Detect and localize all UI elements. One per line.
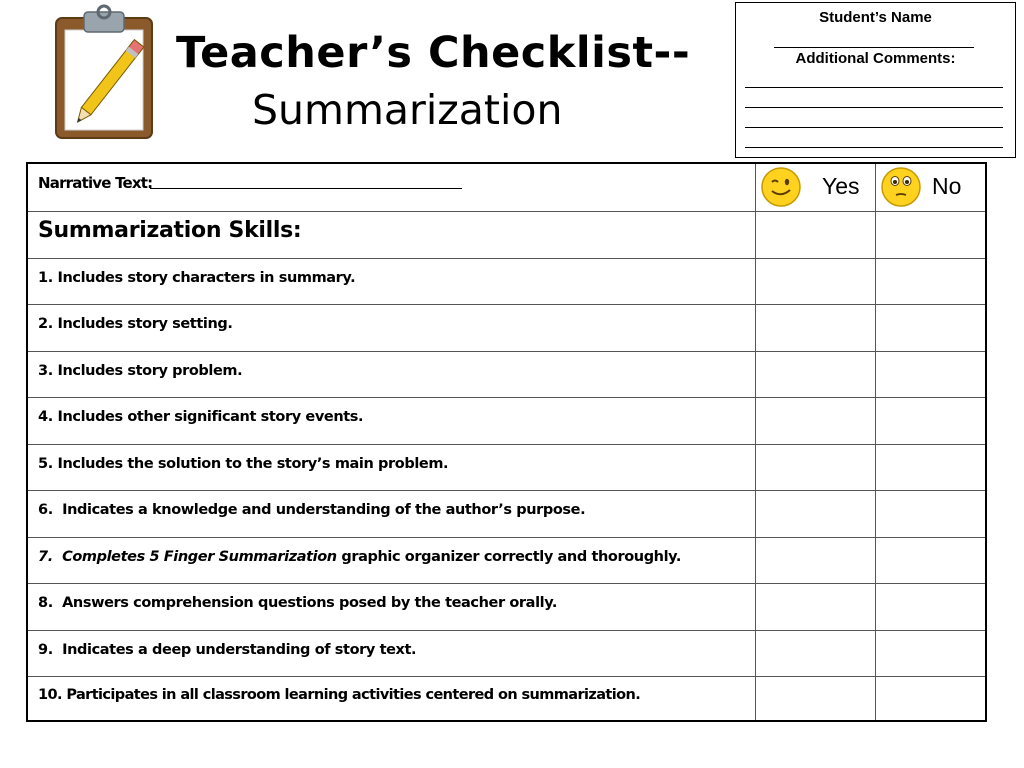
table-row xyxy=(28,676,985,720)
table-row xyxy=(28,304,985,351)
no-column-header xyxy=(876,164,986,212)
narrative-label: Narrative Text: xyxy=(38,174,153,192)
title-dashes: -- xyxy=(653,28,691,78)
skill-3: 3. Includes story problem. xyxy=(38,363,243,379)
no-label: No xyxy=(932,173,962,199)
checklist-table xyxy=(26,162,987,722)
yes-label: Yes xyxy=(822,173,860,199)
yes-check-cell[interactable] xyxy=(756,631,875,676)
clipboard-pencil-icon xyxy=(52,4,164,142)
page-title xyxy=(176,28,690,78)
comment-line[interactable] xyxy=(745,127,1003,128)
yes-check-cell[interactable] xyxy=(756,491,875,537)
yes-check-cell[interactable] xyxy=(756,677,875,720)
table-row xyxy=(28,537,985,583)
skill-4: 4. Includes other significant story events. xyxy=(38,409,364,425)
skill-10: 10. Participates in all classroom learning activities centered on summarization. xyxy=(38,687,641,703)
comment-line[interactable] xyxy=(745,107,1003,108)
comment-line[interactable] xyxy=(745,147,1003,148)
yes-check-cell[interactable] xyxy=(756,259,875,304)
table-row xyxy=(28,444,985,490)
skill-9: 9. Indicates a deep understanding of story text. xyxy=(38,642,417,658)
skill-1: 1. Includes story characters in summary. xyxy=(38,270,356,286)
yes-check-cell[interactable] xyxy=(756,584,875,630)
skill-8: 8. Answers comprehension questions posed by the teacher orally. xyxy=(38,595,558,611)
skill-5: 5. Includes the solution to the story’s main problem. xyxy=(38,456,449,472)
student-name-label: Student’s Name xyxy=(819,9,932,26)
no-check-cell[interactable] xyxy=(876,259,986,304)
skill-2: 2. Includes story setting. xyxy=(38,316,233,332)
table-row xyxy=(28,351,985,397)
yes-check-cell[interactable] xyxy=(756,398,875,444)
no-check-cell[interactable] xyxy=(876,212,986,258)
no-check-cell[interactable] xyxy=(876,352,986,397)
no-check-cell[interactable] xyxy=(876,305,986,351)
no-check-cell[interactable] xyxy=(876,445,986,490)
table-row xyxy=(28,397,985,444)
no-check-cell[interactable] xyxy=(876,584,986,630)
table-row xyxy=(28,258,985,304)
comments-label: Additional Comments: xyxy=(795,50,956,67)
narrative-text-field[interactable] xyxy=(150,188,462,189)
yes-check-cell[interactable] xyxy=(756,352,875,397)
skill-6: 6. Indicates a knowledge and understanding of the author’s purpose. xyxy=(38,502,586,518)
no-check-cell[interactable] xyxy=(876,677,986,720)
student-info-box xyxy=(735,2,1016,158)
section-heading: Summarization Skills: xyxy=(38,218,302,243)
table-row xyxy=(28,630,985,676)
yes-column-header xyxy=(756,164,875,212)
title-main: Teacher’s Checklist xyxy=(176,28,654,78)
worried-smiley-icon xyxy=(880,166,922,208)
table-row xyxy=(28,490,985,537)
comment-line[interactable] xyxy=(745,87,1003,88)
no-check-cell[interactable] xyxy=(876,538,986,583)
yes-check-cell[interactable] xyxy=(756,305,875,351)
yes-check-cell[interactable] xyxy=(756,445,875,490)
no-check-cell[interactable] xyxy=(876,491,986,537)
narrative-row xyxy=(28,164,985,211)
yes-check-cell[interactable] xyxy=(756,538,875,583)
page-subtitle: Summarization xyxy=(252,86,563,134)
no-check-cell[interactable] xyxy=(876,398,986,444)
section-heading-row xyxy=(28,211,985,258)
table-row xyxy=(28,583,985,630)
skill-7: 7. Completes 5 Finger Summarization graphic organizer correctly and thoroughly. xyxy=(38,549,682,565)
student-name-field[interactable] xyxy=(774,47,974,48)
no-check-cell[interactable] xyxy=(876,631,986,676)
yes-check-cell[interactable] xyxy=(756,212,875,258)
winking-smiley-icon xyxy=(760,166,802,208)
